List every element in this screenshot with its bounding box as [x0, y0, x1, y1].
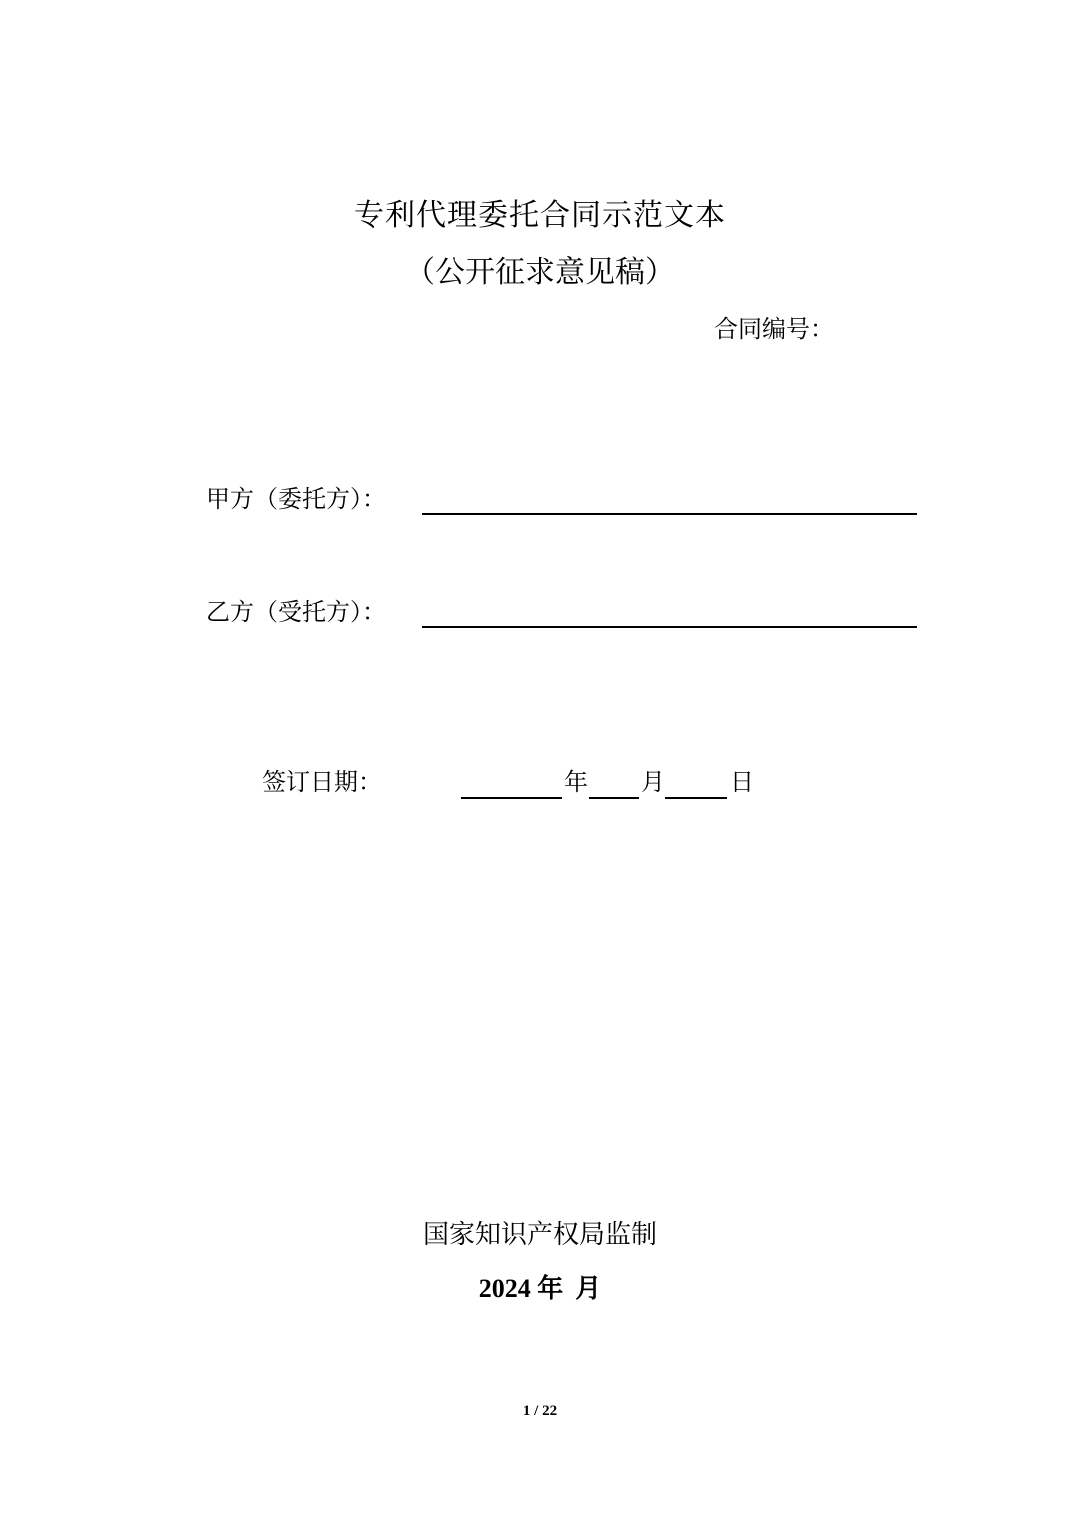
year-unit: 年: [564, 768, 588, 796]
day-unit: 日: [730, 768, 754, 796]
document-subtitle: （公开征求意见稿）: [405, 255, 675, 290]
issue-date: [0, 1272, 1080, 1306]
page-number: 1 / 22: [522, 1403, 558, 1419]
month-unit: 月: [641, 768, 665, 796]
party-b-label: 乙方（受托方）：: [206, 598, 386, 626]
contract-number-label: 合同编号：: [714, 315, 834, 343]
issue-month: 月: [575, 1274, 602, 1303]
month-blank-line: [589, 797, 639, 799]
issuer-name: 国家知识产权局监制: [422, 1220, 657, 1250]
issue-year: 2024 年: [478, 1274, 564, 1303]
document-title: 专利代理委托合同示范文本: [354, 198, 726, 233]
party-a-blank-line: [422, 513, 917, 515]
party-a-label: 甲方（委托方）：: [206, 485, 386, 513]
day-blank-line: [665, 797, 727, 799]
party-b-blank-line: [422, 626, 917, 628]
signing-date-label: 签订日期：: [262, 768, 382, 796]
year-blank-line: [461, 797, 562, 799]
